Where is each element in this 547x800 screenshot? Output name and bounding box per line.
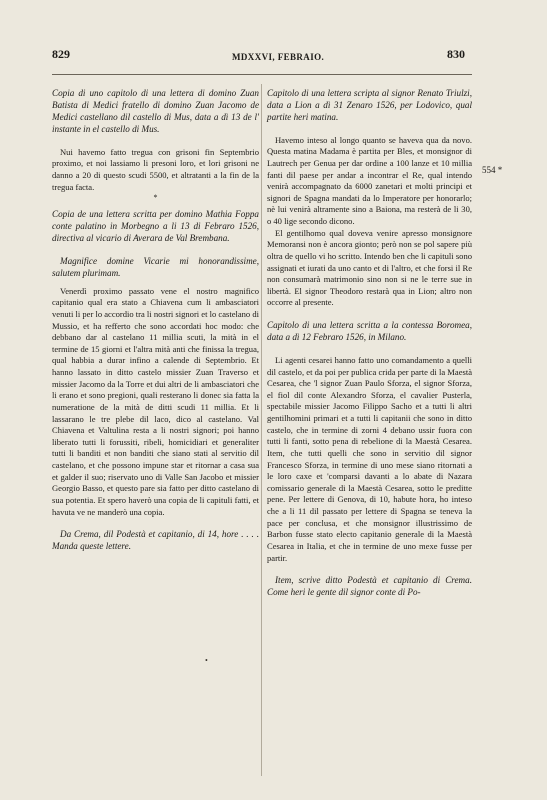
left-column	[52, 88, 259, 553]
section-star: *	[153, 193, 158, 203]
right-paragraph-1: Havemo inteso al longo quanto se haveva qua da novo. Questa matina Madama è partita per Bles, et monsignor di Lautrech per Genua per dar ordine a 100 lanze et 10 millia fanti dil paese per andar a incontrar el Re, qual intendo venirà accompagnato da 6000 zanetari et molti principi et signori de Spagna mandati da lo Imperatore per honorarlo; nè lui venirà altramente sino a Baiona, ma resterà de li 30, o 40 lige secondo dicono.	[267, 134, 472, 227]
left-page-number: 829	[52, 47, 70, 61]
header-rule	[52, 74, 472, 75]
right-heading-1: Capitolo di una lettera scripta al signor Renato Triulzi, data a Lion a dì 31 Zenaro 1526, per Lodovico, qual partite heri matina.	[267, 88, 472, 122]
right-page-number: 830	[447, 47, 465, 61]
margin-mark: •	[205, 656, 208, 665]
running-header: MDXXVI, FEBRAIO.	[232, 52, 325, 62]
right-column	[267, 88, 472, 599]
right-paragraph-3: Li agenti cesarei hanno fatto uno comandamento a quelli dil castelo, et da poi per publica crida per parte di la Maestà Cesarea, che 'l signor Zuan Paulo Sforza, el signor Sforza, el fiol dil conte Alexandro Sforza, el cavalier Pusterla, spectabile missier Jacomo Filippo Sacho et a tutti li altri gentilhomini primari et a tutti li capitanii che sono in ditto castelo, che in termine di zorni 4 debano ussir fuora con tutti li fanti, sotto pena di rebelione di la Maestà Cesarea. Item, che tutti quelli che sono in servitio dil signor Francesco Sforza, in termine di uno mese siano ritornati a le loro caxe et 'comparsi davanti a lo abate di Nazara comissario generale di la Maestà Cesarea, sotto le preditte pene. Per lettere di Genova, di 10, habute hora, ho inteso che a li 11 dil passato per lettere di Spagna se teneva la pace per conclusa, et che monsignor illustrissimo de Barbon fusse stato electo capitanio generale di la Maestà Cesarea in Italia, et che in termine de uno mexe fusse per partir.	[267, 354, 472, 563]
right-closing-line: Item, scrive ditto Podestà et capitanio di Crema. Come heri le gente dil signor conte di Po-	[267, 575, 472, 598]
right-heading-2: Capitolo di una lettera scritta a la contessa Boromea, data a dì 12 Febraro 1526, in Milano.	[267, 320, 472, 342]
left-paragraph-1: Nui havemo fatto tregua con grisoni fin Septembrio proximo, et noi lassiamo li presoni loro, et lori grisoni ne danno a 20 di questo scudi 5500, et altratanti a la fin de la tregua facta.	[52, 146, 259, 192]
margin-page-marker: 554 *	[482, 165, 503, 175]
left-paragraph-2: Venerdì proximo passato vene el nostro magnifico capitanio qual era stato a Chiavena cum li ambasciatori venuti li per lo accordio tra li nostri signori et lo castelano di Mussio, et ha refferto che sono accordati hoc modo: che debbano dar al castelano 11 millia scuti, la mità in el termine de 15 giorni et l'altra mità anti che finissa la tregua, qual habbia a durar infino a calende di Septembrio. Et hanno lassato in ditto castelo missier Zuan Traverso et missier Jacomo da la Torre et dui altri de li ambasciatori che li erano et sono pregioni, quali resterano li donec sia fatta la numeratione de la mità de ditti scudi 11 millia. Et li lassarano le tre plebe dil laco, dico al castelano. Val Chiavena et Valtulina resta a li nostri signori; poi hanno liberato tutti li forussiti, ribeli, homicidiari et generaliter tutti li banditi et non banditi che siano stati al servitio dil castelano, et che possono impune star et ritornar a casa sua et galder il suo; riservato uno di Valle San Jacobo et missier Georgio Basso, et questo pare sia fatto per ditto castelano di sua potentia. Et spero haverò una copia de li capituli fatti, et havuta ve ne manderò una copia.	[52, 285, 259, 517]
left-heading-2: Copia de una lettera scritta per domino Mathia Foppa conte palatino in Morbegno a li 13 di Febraro 1526, directiva al vicario di Averara de Val Brembana.	[52, 209, 259, 243]
left-closing-line: Da Crema, dil Podestà et capitanio, di 14, hore . . . . Manda queste lettere.	[52, 529, 259, 552]
column-divider	[261, 84, 262, 776]
right-paragraph-2: El gentilhomo qual doveva venire apresso monsignore Memoransi non è ancora gionto; però non se pol sapere più oltra de quello vi ho scritto. Intendo ben che li capituli sono assignati et iurati da uno canto et di l'altro, et che forsi il Re non consumarà matrimonio sino non si ne le terre sue in libertà. El signor Theodoro restarà qua in Lion; altro non occorre al presente.	[267, 227, 472, 308]
left-heading-1: Copia di uno capitolo di una lettera di domino Zuan Batista di Medici fratello di domino Zuan Jacomo de Medici castellano dil castello di Mus, data a dì 13 de l' instante in el castello di Mus.	[52, 88, 259, 134]
left-salutation: Magnifice domine Vicarie mi honorandissime, salutem plurimam.	[52, 255, 259, 278]
